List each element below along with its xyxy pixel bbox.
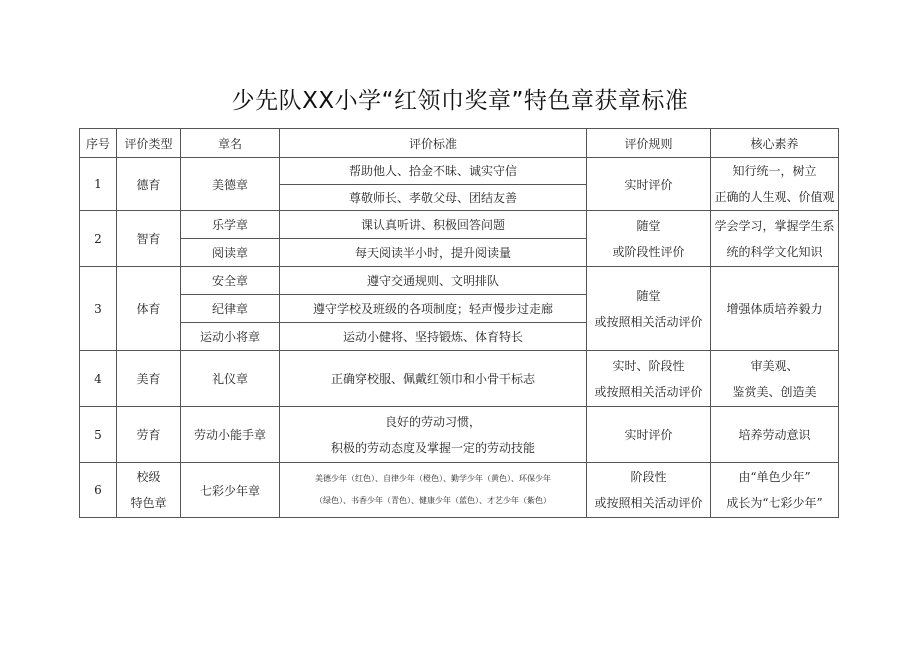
- row-no: 6: [80, 463, 117, 518]
- literacy-cell: [711, 158, 839, 211]
- literacy-line: 正确的人生观、价值观: [714, 190, 835, 204]
- criteria-line: 帮助他人、拾金不昧、诚实守信: [280, 158, 587, 185]
- criteria-line: （绿色）、书香少年（青色）、健康少年（蓝色）、才艺少年（紫色）: [315, 496, 551, 505]
- literacy-line: 由“单色少年”: [738, 470, 811, 484]
- col-header-type: 评价类型: [117, 129, 181, 158]
- literacy-cell: [711, 407, 839, 463]
- badge-name: 七彩少年章: [181, 463, 280, 518]
- literacy-line: 成长为“七彩少年”: [726, 496, 823, 510]
- criteria-line: 运动小健将、坚持锻炼、体育特长: [280, 323, 587, 351]
- badge-name: 安全章: [181, 267, 280, 295]
- row-type: 智育: [117, 211, 181, 267]
- row-no: 4: [80, 351, 117, 407]
- col-header-rule: 评价规则: [587, 129, 711, 158]
- literacy-line: 统的科学文化知识: [726, 244, 823, 259]
- literacy-cell: [711, 351, 839, 407]
- table-row: [80, 351, 839, 407]
- row-type: [117, 463, 181, 518]
- literacy-line: 鉴赏美、创造美: [732, 384, 817, 399]
- badge-name: 纪律章: [181, 295, 280, 323]
- rule-line: 或按照相关活动评价: [594, 384, 703, 399]
- literacy-line: 培养劳动意识: [738, 428, 811, 442]
- rule-line: 实时、阶段性: [612, 358, 685, 373]
- rule-line: 实时评价: [624, 177, 673, 192]
- literacy-line: 知行统一，树立: [732, 164, 817, 178]
- criteria-cell: [280, 407, 587, 463]
- col-header-literacy: 核心素养: [711, 129, 839, 158]
- criteria-line: 每天阅读半小时，提升阅读量: [280, 239, 587, 267]
- criteria-cell: [280, 463, 587, 518]
- row-no: 3: [80, 267, 117, 351]
- criteria-line: 课认真听讲、积极回答问题: [280, 211, 587, 239]
- rule-cell: [587, 463, 711, 518]
- rule-cell: [587, 407, 711, 463]
- criteria-line: 积极的劳动态度及掌握一定的劳动技能: [330, 440, 535, 455]
- row-type: 德育: [117, 158, 181, 211]
- page-title: 少先队XX小学“红领巾奖章”特色章获章标准: [231, 88, 689, 114]
- row-type: 体育: [117, 267, 181, 351]
- row-no: 2: [80, 211, 117, 267]
- literacy-cell: [711, 463, 839, 518]
- literacy-line: 学会学习，掌握学生系: [714, 218, 835, 233]
- table-row: [80, 211, 839, 239]
- rule-line: 或按照相关活动评价: [594, 314, 703, 329]
- badge-name: 运动小将章: [181, 323, 280, 351]
- badge-name: 劳动小能手章: [181, 407, 280, 463]
- rule-cell: [587, 351, 711, 407]
- row-no: 5: [80, 407, 117, 463]
- table-row: [80, 158, 839, 185]
- rule-cell: [587, 158, 711, 211]
- table-row: [80, 463, 839, 518]
- criteria-line: 美德少年（红色）、自律少年（橙色）、勤学少年（黄色）、环保少年: [315, 474, 551, 483]
- rule-line: 随堂: [636, 288, 661, 303]
- literacy-line: 增强体质培养毅力: [726, 302, 823, 316]
- rule-line: 实时评价: [624, 428, 673, 442]
- badge-name: 美德章: [181, 158, 280, 211]
- literacy-cell: [711, 211, 839, 267]
- table-row: [80, 407, 839, 463]
- row-type-line: 特色章: [130, 496, 167, 510]
- rule-cell: [587, 267, 711, 351]
- rule-line: 或按照相关活动评价: [594, 496, 703, 510]
- rule-cell: [587, 211, 711, 267]
- badge-name: 礼仪章: [181, 351, 280, 407]
- rule-line: 阶段性: [630, 470, 667, 484]
- literacy-cell: [711, 267, 839, 351]
- criteria-line: 良好的劳动习惯，: [384, 414, 481, 429]
- col-header-no: 序号: [80, 129, 117, 158]
- criteria-line: 正确穿校服、佩戴红领巾和小骨干标志: [280, 351, 587, 407]
- criteria-line: 遵守交通规则、文明排队: [280, 267, 587, 295]
- row-type-line: 校级: [136, 470, 161, 484]
- col-header-badge: 章名: [181, 129, 280, 158]
- criteria-table: [79, 128, 839, 518]
- criteria-line: 尊敬师长、孝敬父母、团结友善: [280, 184, 587, 211]
- criteria-line: 遵守学校及班级的各项制度；轻声慢步过走廊: [280, 295, 587, 323]
- table-header-row: [80, 129, 839, 158]
- row-type: 劳育: [117, 407, 181, 463]
- col-header-criteria: 评价标准: [280, 129, 587, 158]
- row-type: 美育: [117, 351, 181, 407]
- row-no: 1: [80, 158, 117, 211]
- literacy-line: 审美观、: [750, 358, 799, 373]
- badge-name: 阅读章: [181, 239, 280, 267]
- table-row: [80, 267, 839, 295]
- badge-name: 乐学章: [181, 211, 280, 239]
- rule-line: 随堂: [636, 218, 661, 233]
- rule-line: 或阶段性评价: [612, 244, 685, 259]
